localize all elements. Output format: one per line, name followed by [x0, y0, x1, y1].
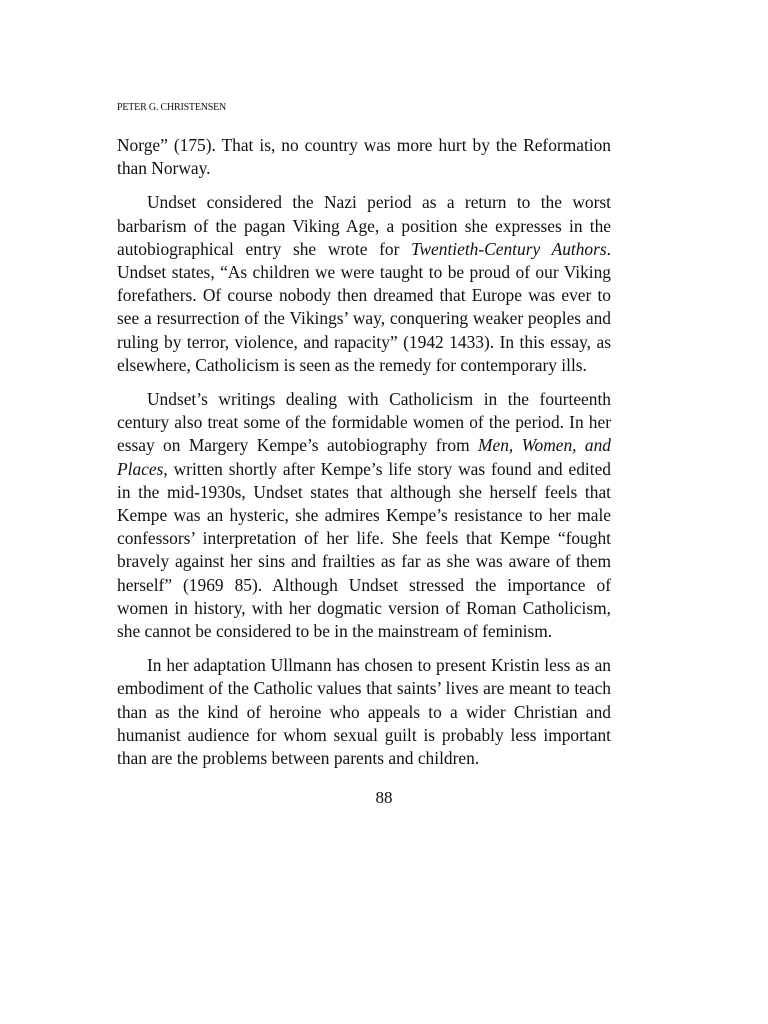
- paragraph: [117, 134, 611, 180]
- italic-title: Twentieth-Century Authors: [411, 238, 607, 259]
- text-run: Undset’s writings dealing with Catholicism in the fourteenth century also treat some of the formidable women of the period. In her essay on Margery Kempe’s autobiography from: [117, 389, 611, 456]
- italic-title: Men, Women, and Places: [117, 435, 611, 479]
- text-run: Undset considered the Nazi period as a return to the worst barbarism of the pagan Viking Age, a position she expresses in the autobiographical entry she wrote for: [117, 192, 611, 259]
- page-number: 88: [375, 788, 393, 807]
- body-text: [117, 134, 611, 770]
- text-run: Norge” (175). That is, no country was more hurt by the Reformation than Norway.: [117, 135, 611, 179]
- paragraph: [117, 388, 611, 643]
- paragraph: [117, 654, 611, 770]
- text-run: , written shortly after Kempe’s life story was found and edited in the mid-1930s, Undset states that although she herself feels that Kempe was an hysteric, she admires Kempe’s resistance to her male confessors’ interpretation of her life. She feels that Kempe “fought bravely against her sins and frailties as far as she was aware of them herself” (1969 85). Although Undset stressed the importance of women in history, with her dogmatic version of Roman Catholicism, she cannot be considered to be in the mainstream of feminism.: [117, 458, 611, 642]
- text-run: In her adaptation Ullmann has chosen to present Kristin less as an embodiment of the Catholic values that saints’ lives are meant to teach than as the kind of heroine who appeals to a wider Christian and humanist audience for whom sexual guilt is probably less important than are the problems between parents and children.: [117, 655, 611, 769]
- paragraph: [117, 191, 611, 377]
- running-head: PETER G. CHRISTENSEN: [117, 102, 227, 113]
- text-run: . Undset states, “As children we were taught to be proud of our Viking forefathers. Of course nobody then dreamed that Europe was ever to see a resurrection of the Vikings’ way, conquering weaker peoples and ruling by terror, violence, and rapacity” (1942 1433). In this essay, as elsewhere, Catholicism is seen as the remedy for contemporary ills.: [117, 238, 612, 375]
